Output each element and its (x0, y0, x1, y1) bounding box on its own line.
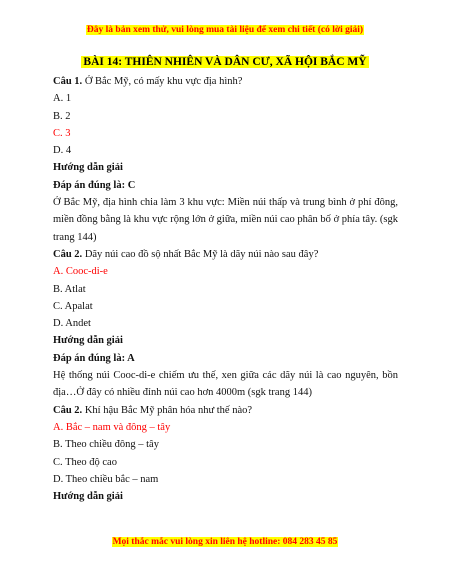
q1-guide-heading: Hướng dẫn giải (53, 162, 123, 174)
q3-guide-heading: Hướng dẫn giải (53, 491, 123, 503)
preview-notice-text: Đây là bản xem thử, vui lòng mua tài liệu để xem chi tiết (có lời giải) (86, 25, 364, 35)
hotline-footer-text: Mọi thắc mắc vui lòng xin liên hệ hotline: 084 283 45 85 (112, 537, 338, 547)
lesson-title (0, 56, 450, 68)
q2-option-d: D. Andet (53, 318, 91, 330)
question-1-label: Câu 1. (53, 76, 83, 87)
question-content (53, 73, 398, 505)
q1-explanation: Ở Bắc Mỹ, địa hình chia làm 3 khu vực: Miền núi thấp và trung bình ở phí đông, miền đồng bằng là khu vực rộng lớn ở giữa, miền núi cao phân bố ở phía tây. (sgk trang 144) (53, 197, 398, 243)
lesson-title-text: BÀI 14: THIÊN NHIÊN VÀ DÂN CƯ, XÃ HỘI BẮC MỸ (83, 56, 367, 68)
q1-option-b: B. 2 (53, 110, 71, 122)
question-3-text: Khí hậu Bắc Mỹ phân hóa như thế nào? (82, 404, 253, 416)
q1-answer: Đáp án đúng là: C (53, 179, 136, 191)
question-3-label: Câu 2. (53, 404, 83, 416)
q1-option-a: A. 1 (53, 93, 72, 105)
preview-notice-banner (0, 25, 450, 35)
q3-option-d: D. Theo chiều bắc – nam (53, 473, 159, 485)
q2-explanation: Hệ thống núi Cooc-di-e chiếm ưu thế, xen giữa các dãy núi là cao nguyên, bồn địa…Ở đây có nhiều đỉnh núi cao hơn 4000m (sgk trang 144) (53, 370, 398, 399)
q1-option-c-correct: C. 3 (53, 127, 71, 139)
question-1-text: Ở Bắc Mỹ, có mấy khu vực địa hình? (82, 76, 243, 87)
hotline-footer-banner (0, 537, 450, 547)
q2-guide-heading: Hướng dẫn giải (53, 335, 123, 347)
q2-option-a-correct: A. Cooc-di-e (53, 266, 108, 278)
q1-option-d: D. 4 (53, 145, 72, 157)
q3-option-c: C. Theo độ cao (53, 456, 117, 468)
question-1 (53, 73, 398, 90)
q3-option-b: B. Theo chiều đông – tây (53, 439, 159, 451)
question-2-label: Câu 2. (53, 248, 83, 260)
question-2 (53, 246, 398, 263)
question-2-text: Dãy núi cao đồ sộ nhất Bắc Mỹ là dãy núi nào sau đây? (82, 248, 319, 260)
question-3 (53, 402, 398, 419)
q3-option-a-correct: A. Bắc – nam và đông – tây (53, 421, 171, 433)
q2-option-b: B. Atlat (53, 283, 86, 295)
q2-option-c: C. Apalat (53, 300, 93, 312)
q2-answer: Đáp án đúng là: A (53, 352, 135, 364)
